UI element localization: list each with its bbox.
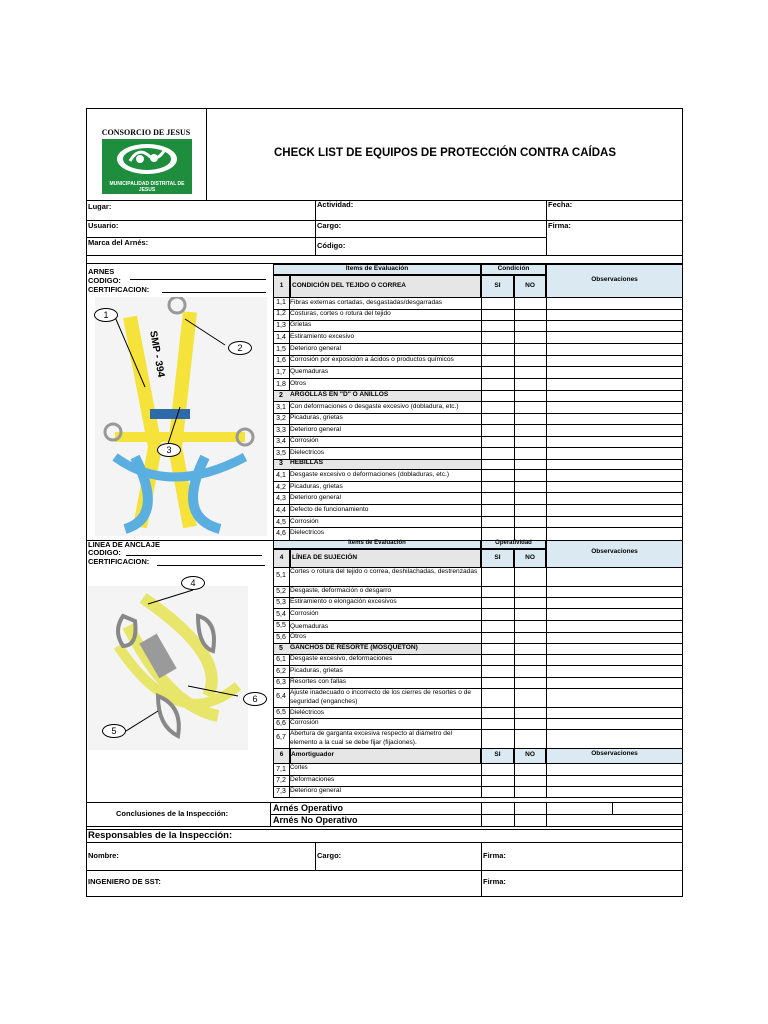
- item-text: Corrosión: [290, 719, 319, 726]
- sec2-num: 2: [279, 392, 283, 399]
- item-num: 4,3: [276, 495, 286, 502]
- arnes-no-operativo: Arnés No Operativo: [273, 815, 358, 825]
- harness-code-label: CODIGO:: [88, 276, 121, 285]
- sec3-title: HEBILLAS: [290, 459, 323, 466]
- item-text: Costuras, cortes o rotura del tejido: [290, 310, 391, 317]
- item-num: 3,3: [276, 427, 286, 434]
- item-text: Estiramiento excesivo: [290, 333, 355, 340]
- callout-6: 6: [243, 692, 267, 706]
- item-num: 6,6: [276, 720, 286, 727]
- item-text: Corrosión: [290, 437, 319, 444]
- item-text: Picaduras, grietas: [290, 667, 343, 674]
- no-header-2: NO: [525, 554, 535, 561]
- item-text: Deterioro general: [290, 787, 341, 794]
- item-text: Desgaste, deformación o desgarro: [290, 587, 392, 594]
- harness-tag: SMP - 394: [147, 330, 167, 379]
- item-text: Otros: [290, 380, 307, 387]
- sec2-title: ARGOLLAS EN "D" O ANILLOS: [290, 391, 389, 398]
- item-num: 1,2: [276, 310, 286, 317]
- harness-label: ARNES: [88, 267, 115, 276]
- si-header-2: SI: [494, 554, 501, 561]
- item-num: 5,2: [276, 588, 286, 595]
- item-text: Grietas: [290, 321, 312, 328]
- resp-cargo-label: Cargo:: [317, 851, 342, 860]
- item-text: Deterioro general: [290, 426, 341, 433]
- nombre-label: Nombre:: [88, 851, 119, 860]
- item-num: 1,3: [276, 322, 286, 329]
- item-text: Ajuste inadecuado o incorrecto de los cierres de resortes o de seguridad (enganches): [290, 689, 472, 705]
- item-text: Quemaduras: [290, 368, 329, 375]
- item-num: 4,2: [276, 484, 286, 491]
- item-text: Estiramiento o elongación excesivos: [290, 598, 397, 605]
- lanyard-label: LINEA DE ANCLAJE: [88, 540, 160, 549]
- item-num: 4,6: [276, 530, 286, 537]
- sec6-num: 6: [279, 751, 284, 758]
- logo-caption: MUNICIPALIDAD DISTRITAL DE JESUS: [109, 181, 185, 193]
- item-num: 6,7: [276, 734, 286, 741]
- item-num: 3,4: [276, 438, 286, 445]
- item-num: 3,2: [276, 415, 286, 422]
- lugar-label: Lugar:: [88, 202, 112, 211]
- codigo-label: Código:: [317, 241, 346, 250]
- item-text: Picaduras, grietas: [290, 483, 343, 490]
- si-header-1: SI: [494, 282, 501, 289]
- item-num: 5,1: [276, 572, 286, 579]
- item-num: 1,6: [276, 357, 286, 364]
- item-num: 4,1: [276, 472, 286, 479]
- no-header-3: NO: [525, 751, 535, 758]
- sec4-title: LÍNEA DE SUJECIÓN: [292, 554, 358, 561]
- callout-3: 3: [157, 443, 181, 457]
- item-text: Otros: [290, 633, 307, 640]
- condicion-header: Condición: [497, 265, 530, 272]
- no-header-1: NO: [525, 282, 535, 289]
- item-num: 6,2: [276, 668, 286, 675]
- item-text: Desgaste excesivo o deformaciones (dobladuras, etc.): [290, 471, 450, 478]
- item-num: 4,5: [276, 519, 286, 526]
- firma-label: Firma:: [548, 221, 571, 230]
- cargo-label: Cargo:: [317, 221, 342, 230]
- sec6-title: Amortiguador: [291, 751, 334, 758]
- conclusions-label: Conclusiones de la Inspección:: [116, 809, 229, 818]
- observaciones-header-3: Observaciones: [591, 750, 638, 757]
- si-header-3: SI: [494, 751, 501, 758]
- item-num: 3,1: [276, 404, 286, 411]
- fecha-label: Fecha:: [548, 200, 573, 209]
- operatividad-header: Operatividad: [495, 540, 532, 546]
- callout-5: 5: [102, 724, 126, 738]
- item-text: Deterioro general: [290, 345, 341, 352]
- item-num: 1,5: [276, 346, 286, 353]
- item-num: 1,4: [276, 334, 286, 341]
- item-num: 5,3: [276, 599, 286, 606]
- item-num: 1,7: [276, 369, 286, 376]
- item-text: Dielectricos: [290, 529, 325, 536]
- item-num: 6,3: [276, 679, 286, 686]
- actividad-label: Actividad:: [317, 200, 354, 209]
- arnes-operativo: Arnés Operativo: [273, 803, 344, 813]
- harness-photo: [95, 297, 267, 536]
- item-text: Fibras externas cortadas, desgastadas/desgarradas: [290, 299, 443, 306]
- item-text: Abertura de garganta excesiva respecto al diámetro del elemento a la cual se debe fijar (fijaciones).: [290, 730, 453, 746]
- item-text: Picaduras, grietas: [290, 414, 343, 421]
- item-num: 7,2: [276, 777, 286, 784]
- item-text: Deformaciones: [290, 776, 335, 783]
- item-text: Deterioro general: [290, 494, 341, 501]
- sec5-title: GANCHOS DE RESORTE (MOSQUETÓN): [290, 644, 418, 651]
- sec4-num: 4: [279, 554, 284, 561]
- item-text: Desgaste excesivo, deformaciones: [290, 655, 393, 662]
- responsables-title: Responsables de la Inspección:: [88, 830, 233, 841]
- callout-1: 1: [94, 308, 118, 322]
- sec3-num: 3: [279, 460, 283, 467]
- item-num: 7,1: [276, 766, 286, 773]
- item-text: Cortes: [290, 765, 308, 771]
- usuario-label: Usuario:: [88, 221, 119, 230]
- callout-2: 2: [228, 341, 252, 355]
- company-name: CONSORCIO DE JESUS: [101, 128, 191, 137]
- ingeniero-firma-label: Firma:: [483, 877, 506, 886]
- item-text: Cortes o rotura del tejido o correa, deshilachadas, destrenzadas: [290, 568, 478, 575]
- item-text: Con deformaciones o desgaste excesivo (dobladura, etc.): [290, 403, 459, 410]
- item-num: 5,6: [276, 634, 286, 641]
- item-num: 1,8: [276, 381, 286, 388]
- items-header-2: Items de Evaluación: [348, 540, 406, 546]
- sec1-title: CONDICIÓN DEL TEJIDO O CORREA: [292, 282, 407, 289]
- item-text: Corrosión: [290, 518, 319, 525]
- lanyard-cert-label: CERTIFICACION:: [88, 557, 150, 566]
- items-header-1: Items de Evaluación: [345, 265, 409, 272]
- item-num: 6,4: [276, 693, 286, 700]
- item-num: 7,3: [276, 788, 286, 795]
- item-text: Quemaduras: [290, 623, 329, 630]
- item-num: 6,5: [276, 709, 286, 716]
- item-num: 3,5: [276, 450, 286, 457]
- item-num: 4,4: [276, 507, 286, 514]
- item-num: 1,1: [276, 299, 286, 306]
- item-text: Resortes con fallas: [290, 678, 347, 685]
- item-text: Corrosión por exposición a ácidos o productos químicos: [290, 356, 454, 363]
- sec5-num: 5: [279, 645, 283, 652]
- item-num: 5,5: [276, 622, 286, 629]
- item-text: Dielectricos: [290, 449, 325, 456]
- harness-cert-label: CERTIFICACION:: [88, 285, 150, 294]
- marca-label: Marca del Arnés:: [88, 238, 149, 247]
- ingeniero-label: INGENIERO DE SST:: [88, 877, 161, 886]
- page-title: CHECK LIST DE EQUIPOS DE PROTECCIÓN CONTRA CAÍDAS: [273, 147, 617, 159]
- item-num: 5,4: [276, 611, 286, 618]
- item-text: Defecto de funcionamiento: [290, 506, 369, 513]
- observaciones-header-2: Observaciones: [591, 548, 638, 555]
- item-text: Corrosión: [290, 610, 319, 617]
- sec1-num: 1: [279, 282, 284, 289]
- item-num: 6,1: [276, 656, 286, 663]
- callout-4: 4: [181, 576, 205, 590]
- resp-firma-label: Firma:: [483, 851, 506, 860]
- lanyard-code-label: CODIGO:: [88, 548, 121, 557]
- item-text: Dieléctricos: [290, 709, 325, 716]
- observaciones-header-1: Observaciones: [591, 276, 638, 283]
